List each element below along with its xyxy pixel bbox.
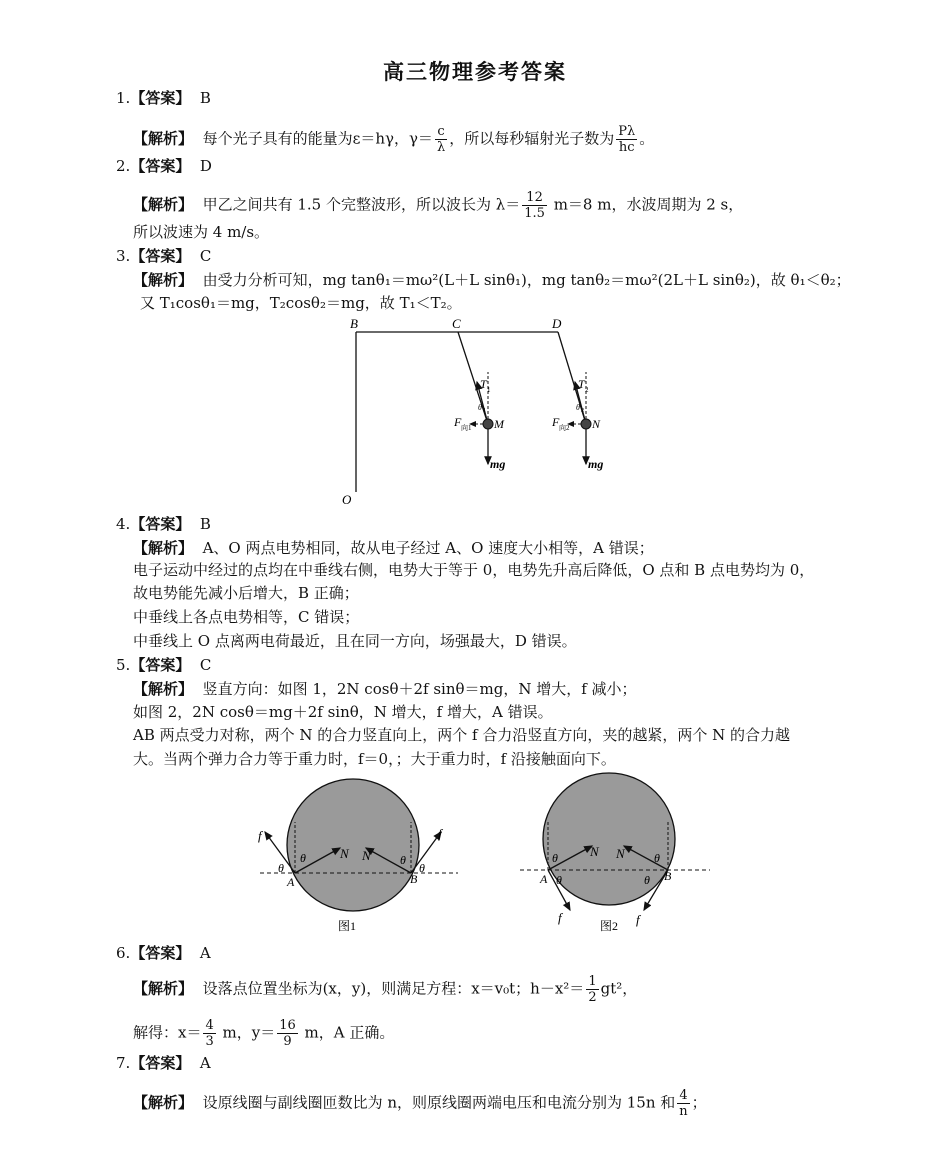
q5-analysis: 【解析】 竖直方向：如图 1，2N cosθ＋2f sinθ＝mg，N 增大，f 减小； — [133, 680, 637, 698]
svg-text:f: f — [558, 910, 562, 925]
svg-text:θ: θ — [278, 861, 284, 875]
svg-text:mg: mg — [588, 457, 604, 471]
q5-analysis-line4: 大。当两个弹力合力等于重力时，f＝0，；大于重力时，f 沿接触面向下。 — [133, 750, 616, 768]
q3-pendulum-figure — [330, 312, 630, 512]
fraction: $\frac{1}{2}$ — [588, 974, 597, 1005]
svg-text:θ: θ — [654, 851, 660, 865]
svg-text:θ: θ — [400, 853, 406, 867]
svg-text:1: 1 — [483, 408, 486, 414]
svg-text:B: B — [350, 316, 358, 331]
q3-analysis: 【解析】 由受力分析可知，mg tanθ₁＝mω²(L＋L sinθ₁)，mg tanθ₂＝mω²(2L＋L sinθ₂)，故 θ₁＜θ₂； — [133, 271, 851, 289]
fraction: $\frac{4}{3}$ — [205, 1018, 214, 1049]
q7-analysis: 【解析】 设原线圈与副线圈匝数比为 n，则原线圈两端电压和电流分别为 15n 和 $\frac{4}{n}$ ； — [133, 1088, 707, 1119]
svg-text:f: f — [438, 826, 442, 841]
ball-m — [483, 419, 493, 429]
q5-analysis-line3: AB 两点受力对称，两个 N 的合力竖直向上，两个 f 合力沿竖直方向，夹的越紧，两个 N 的合力越 — [133, 726, 791, 744]
q6-solution: 解得：x＝ $\frac{4}{3}$ m，y＝ $\frac{16}{9}$ m，A 正确。 — [133, 1018, 395, 1049]
svg-text:M: M — [494, 417, 504, 431]
svg-text:θ: θ — [478, 403, 482, 412]
cylinder-fig1 — [287, 779, 419, 911]
q4-analysis-line5: 中垂线上 O 点离两电荷最近，且在同一方向，场强最大，D 错误。 — [133, 632, 577, 650]
svg-text:θ: θ — [552, 851, 558, 865]
fraction: $\frac{c}{\lambda}$ — [436, 124, 446, 155]
svg-text:T: T — [578, 377, 585, 391]
svg-text:θ: θ — [644, 873, 650, 887]
svg-text:图1: 图1 — [338, 919, 357, 933]
q3-answer-line: 3.【答案】 C — [116, 247, 212, 265]
q1-analysis: 【解析】 每个光子具有的能量为ε＝hγ，γ＝ $\frac{c}{\lambda}$ ，所以每秒辐射光子数为 $\frac{P\lambda}{hc}$ 。 — [133, 124, 655, 155]
svg-text:N: N — [592, 417, 601, 431]
q7-answer-line: 7.【答案】 A — [116, 1054, 211, 1072]
svg-text:θ: θ — [419, 861, 425, 875]
svg-text:N: N — [616, 846, 625, 861]
q4-analysis: 【解析】 A、O 两点电势相同，故从电子经过 A、O 速度大小相等，A 错误； — [133, 539, 654, 557]
svg-text:D: D — [552, 316, 562, 331]
svg-text:2: 2 — [581, 408, 584, 414]
fraction: $\frac{12}{1.5}$ — [524, 190, 545, 221]
q4-answer-line: 4.【答案】 B — [116, 515, 211, 533]
svg-text:T: T — [480, 377, 487, 391]
q2-answer-line: 2.【答案】 D — [116, 157, 212, 175]
q5-answer-line: 5.【答案】 C — [116, 656, 212, 674]
q1-answer-line: 1.【答案】 B — [116, 89, 211, 107]
svg-text:B: B — [664, 869, 672, 883]
svg-text:f: f — [636, 912, 640, 927]
ball-n — [581, 419, 591, 429]
svg-text:N: N — [362, 848, 371, 863]
page-title: 高三物理参考答案 — [383, 60, 567, 84]
fraction: $\frac{16}{9}$ — [279, 1018, 296, 1049]
q2-analysis: 【解析】 甲乙之间共有 1.5 个完整波形，所以波长为 λ＝ $\frac{12}{1.5}$ m＝8 m，水波周期为 2 s， — [133, 190, 744, 221]
fraction: $\frac{4}{n}$ — [679, 1088, 688, 1119]
svg-text:θ: θ — [556, 873, 562, 887]
q4-analysis-line3: 故电势能先减小后增大，B 正确； — [133, 584, 359, 602]
svg-text:θ: θ — [300, 851, 306, 865]
q3-analysis-line2: 又 T₁cosθ₁＝mg，T₂cosθ₂＝mg，故 T₁＜T₂。 — [140, 294, 462, 312]
svg-text:A: A — [540, 872, 548, 886]
q6-analysis: 【解析】 设落点位置坐标为(x，y)，则满足方程：x＝v₀t；h－x²＝ $\frac{1}{2}$ gt²， — [133, 974, 638, 1005]
svg-text:θ: θ — [576, 403, 580, 412]
q4-analysis-line4: 中垂线上各点电势相等，C 错误； — [133, 608, 360, 626]
svg-text:2: 2 — [585, 386, 589, 394]
q6-answer-line: 6.【答案】 A — [116, 944, 211, 962]
svg-text:f: f — [258, 828, 262, 843]
svg-text:mg: mg — [490, 457, 506, 471]
svg-text:F: F — [454, 415, 462, 429]
svg-text:图2: 图2 — [600, 919, 619, 933]
svg-text:F: F — [552, 415, 560, 429]
svg-text:C: C — [452, 316, 461, 331]
q5-cylinder-figures — [240, 770, 720, 940]
svg-text:B: B — [410, 872, 418, 886]
cylinder-fig2 — [543, 773, 675, 905]
svg-text:O: O — [342, 492, 352, 507]
svg-text:1: 1 — [487, 386, 491, 394]
svg-text:向2: 向2 — [559, 424, 570, 432]
svg-text:A: A — [287, 875, 295, 889]
q4-analysis-line2: 电子运动中经过的点均在中垂线右侧，电势大于等于 0，电势先升高后降低，O 点和 B 点电势均为 0， — [133, 561, 815, 579]
svg-text:N: N — [340, 846, 349, 861]
svg-text:N: N — [590, 844, 599, 859]
svg-text:向1: 向1 — [461, 424, 472, 432]
q2-analysis-line2: 所以波速为 4 m/s。 — [133, 223, 270, 241]
q5-analysis-line2: 如图 2，2N cosθ＝mg＋2f sinθ，N 增大，f 增大，A 错误。 — [133, 703, 553, 721]
fraction: $\frac{P\lambda}{hc}$ — [618, 124, 636, 155]
